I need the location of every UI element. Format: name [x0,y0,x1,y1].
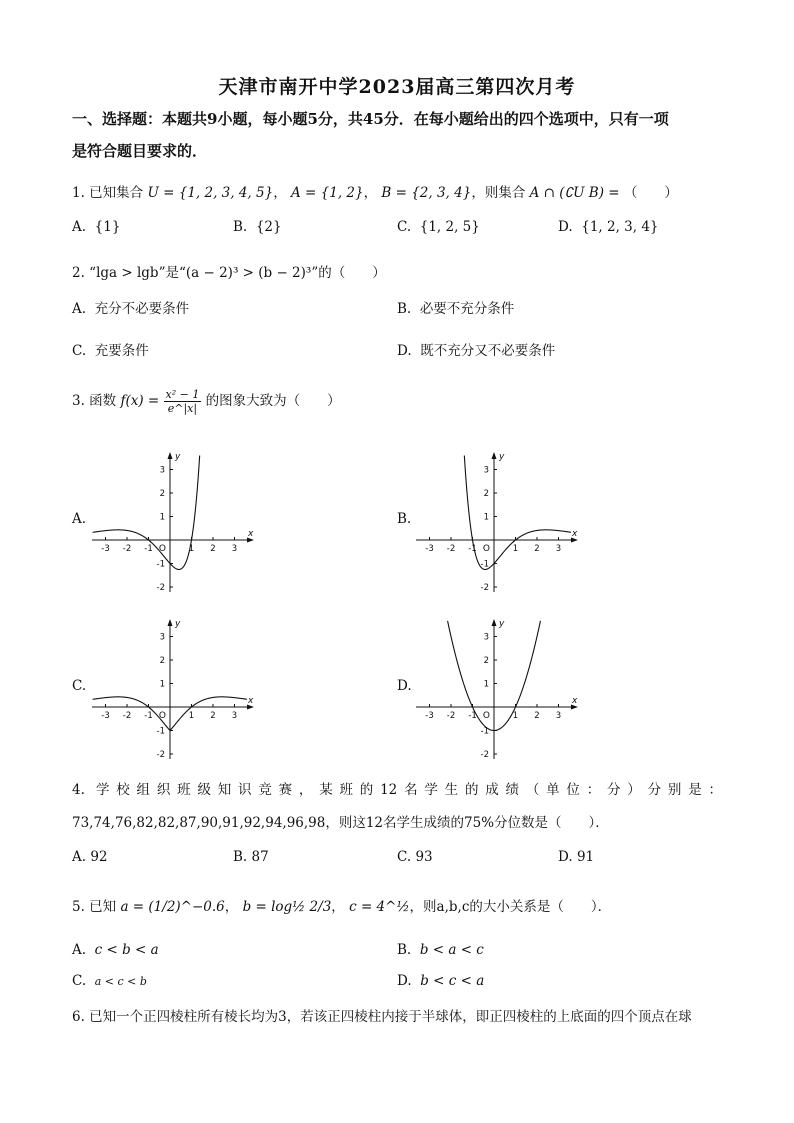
x-tick-label: -3 [425,711,434,721]
y-axis-arrow [492,452,497,459]
y-axis-arrow [168,452,173,459]
y-tick-label: 3 [483,632,489,643]
origin-label: O [158,544,166,554]
y-axis-arrow [492,619,497,626]
q3-function: f(x) = [120,393,160,409]
x-tick-label: -3 [425,544,434,554]
q4-option-b[interactable]: B. 87 [233,849,269,865]
y-tick-label: 2 [159,489,165,499]
q5-option-a[interactable]: A. c < b < a [72,942,159,958]
y-tick-label: -1 [156,559,165,570]
x-axis-label: x [572,529,578,539]
q2-option-d[interactable]: D. 既不充分又不必要条件 [397,343,556,359]
y-tick-label: -2 [156,750,165,760]
x-tick-label: -1 [468,711,477,721]
q3-numerator: x² − 1 [165,388,200,401]
q4-option-d[interactable]: D. 91 [558,849,595,865]
graph-b[interactable] [412,448,582,598]
y-tick-label: -2 [480,583,489,593]
y-tick-label: -1 [480,559,489,570]
graph-label-a[interactable]: A. [72,511,87,527]
y-axis-label: y [175,452,181,462]
q1-prefix: 1. 已知集合 [72,185,144,201]
graph-label-b[interactable]: B. [397,511,412,527]
q4-option-c[interactable]: C. 93 [397,849,433,865]
q5-option-d[interactable]: D. b < c < a [397,973,485,989]
question-2: 2. “lga > lgb”是“(a − 2)³ > (b − 2)³”的（ ） [72,265,386,281]
q2-option-a[interactable]: A. 充分不必要条件 [72,301,190,317]
q5-suffix: ，则a,b,c的大小关系是（ ）． [409,899,612,915]
q4-option-a[interactable]: A. 92 [72,849,108,865]
x-tick-label: 1 [188,544,195,554]
y-tick-label: 1 [483,679,489,690]
x-tick-label: -3 [101,544,110,554]
graph-label-d[interactable]: D. [397,678,412,694]
y-axis-label: y [175,619,181,629]
q1-blank: （ ） [623,185,678,201]
q1-set-b: B = {2, 3, 4} [381,185,472,201]
y-tick-label: -2 [156,583,165,593]
x-tick-label: -2 [446,711,456,721]
y-tick-label: -1 [480,726,489,737]
q5-a: a = (1/2)^−0.6 [120,899,225,915]
x-tick-label: 3 [231,544,238,554]
graph-c[interactable] [88,615,258,765]
x-axis-label: x [572,696,578,706]
q5-c: c = 4^½ [349,899,410,915]
y-axis-arrow [168,619,173,626]
x-tick-label: 1 [512,544,519,554]
y-tick-label: 1 [159,512,165,523]
y-axis-label: y [499,452,505,462]
q3-fraction [164,388,202,415]
question-3 [72,388,341,415]
x-tick-label: -2 [446,544,456,554]
y-tick-label: 1 [159,679,165,690]
x-tick-label: 1 [512,711,519,721]
section-heading-line2: 是符合题目要求的． [72,142,208,160]
y-axis-label: y [499,619,505,629]
y-tick-label: 1 [483,512,489,523]
q3-prefix: 3. 函数 [72,393,117,409]
q1-option-a[interactable]: A. {1} [72,219,121,235]
q3-denominator: e^|x| [167,402,198,415]
x-tick-label: 2 [534,711,540,721]
x-axis-label: x [248,529,254,539]
x-tick-label: 2 [534,544,540,554]
q1-expression: A ∩ (∁U B) = [529,185,620,201]
section-heading-line1: 一、选择题：本题共9小题，每小题5分，共45分．在每小题给出的四个选项中，只有一项 [72,110,669,128]
x-tick-label: 3 [555,711,562,721]
y-tick-label: 3 [159,632,165,643]
origin-label: O [482,711,490,721]
y-tick-label: 2 [483,489,489,499]
q5-option-b[interactable]: B. b < a < c [397,942,484,958]
question-5: 5. 已知 a = (1/2)^−0.6， b = log½ 2/3， c = 4^½，则a,b,c的大小关系是（ ）． [72,899,612,915]
graph-label-c[interactable]: C. [72,678,87,694]
y-tick-label: 3 [159,465,165,476]
q1-option-d[interactable]: D. {1, 2, 3, 4} [558,219,659,235]
question-4-line2: 73,74,76,82,82,87,90,91,92,94,96,98，则这12名学生成绩的75%分位数是（ ）． [72,815,609,831]
q2-option-c[interactable]: C. 充要条件 [72,343,149,359]
q1-set-u: U = {1, 2, 3, 4, 5} [147,185,274,201]
origin-label: O [482,544,490,554]
x-tick-label: -2 [122,544,132,554]
x-tick-label: -1 [468,544,477,554]
y-tick-label: 2 [159,656,165,666]
q2-option-b[interactable]: B. 必要不充分条件 [397,301,515,317]
x-tick-label: -3 [101,711,110,721]
y-tick-label: 3 [483,465,489,476]
x-tick-label: 2 [210,544,216,554]
x-axis-label: x [248,696,254,706]
question-4-line1: 4. 学校组织班级知识竞赛，某班的12名学生的成绩（单位：分）分别是： [72,782,722,798]
x-tick-label: 1 [188,711,195,721]
q1-option-b[interactable]: B. {2} [233,219,282,235]
page-title: 天津市南开中学2023届高三第四次月考 [218,76,576,98]
question-6: 6. 已知一个正四棱柱所有棱长均为3，若该正四棱柱内接于半球体，即正四棱柱的上底面的四个顶点在球 [72,1009,692,1025]
x-tick-label: 3 [231,711,238,721]
q5-option-c[interactable]: C. a < c < b [72,973,147,989]
x-tick-label: -2 [122,711,132,721]
q5-prefix: 5. 已知 [72,899,117,915]
graph-d[interactable] [412,615,582,765]
graph-a[interactable] [88,448,258,598]
y-tick-label: -2 [480,750,489,760]
y-tick-label: 2 [483,656,489,666]
q5-b: b = log½ 2/3 [242,899,332,915]
q1-set-a: A = {1, 2} [291,185,364,201]
y-tick-label: -1 [156,726,165,737]
x-tick-label: -1 [144,544,153,554]
q3-suffix: 的图象大致为（ ） [205,393,341,409]
x-tick-label: 3 [555,544,562,554]
q1-mid: ，则集合 [471,185,526,201]
question-1: 1. 已知集合 U = {1, 2, 3, 4, 5}， A = {1, 2}， B = {2, 3, 4}，则集合 A ∩ (∁U B) = （ ） [72,185,678,201]
q1-option-c[interactable]: C. {1, 2, 5} [397,219,480,235]
x-tick-label: -1 [144,711,153,721]
x-tick-label: 2 [210,711,216,721]
origin-label: O [158,711,166,721]
